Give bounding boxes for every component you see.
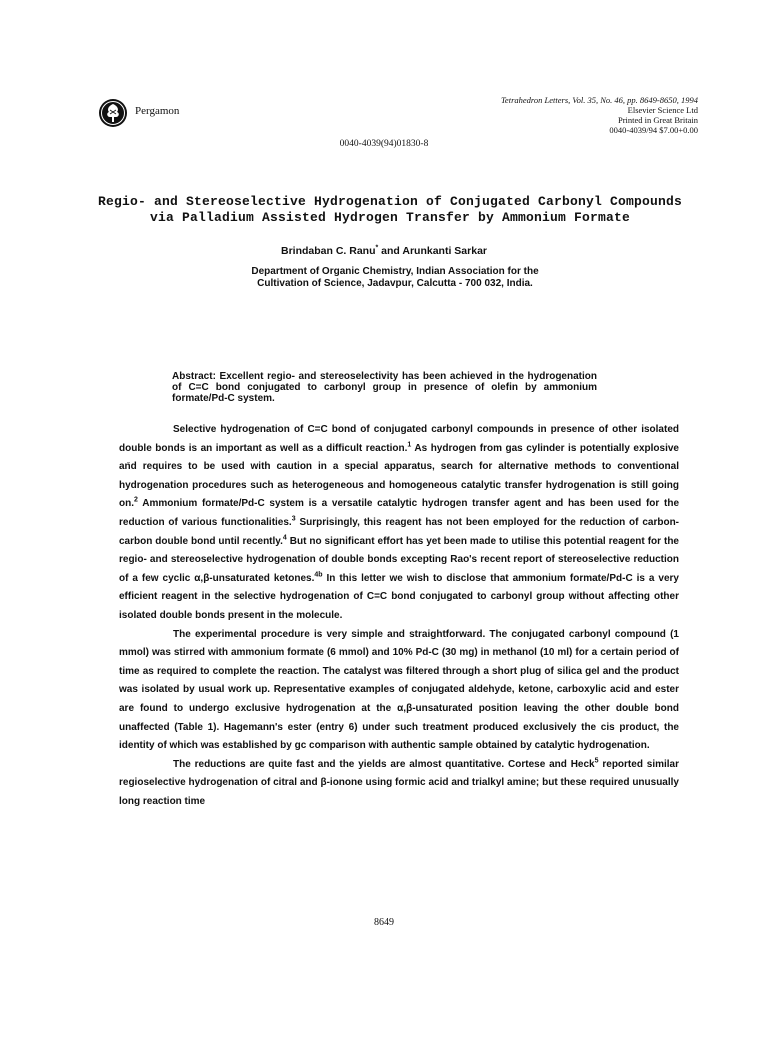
p1-sentence: In this letter we wish to disclose that ammonium formate/Pd-C is a very efficient reagent in the selective hydrogenation of C=C bond conjugated to carbonyl group without affecting other isolated double bonds present in the molecule. [119, 572, 679, 621]
p1-sentence: Ammonium formate/Pd-C system is a versatile catalytic hydrogen transfer agent and has been used for the reduction of various functionalities. [119, 498, 679, 528]
p1-sentence: As hydrogen from gas cylinder is potentially explosive and requires to be used with caution in a special apparatus, search for alternative methods to conventional hydrogenation procedures such as heterogeneous and homogeneous catalytic transfer hydrogenation is still going on. [119, 442, 679, 510]
paragraph-1 [119, 421, 679, 626]
p1-sentence: Surprisingly, this reagent has not been employed for the reduction of carbon-carbon double bond until recently. [119, 516, 680, 547]
journal-info [501, 95, 698, 135]
p1-sentence: Selective hydrogenation of C=C bond of conjugated carbonyl compounds in presence of other isolated double bonds is an important as well as a difficult reaction. [119, 424, 679, 454]
publisher-name: Pergamon [135, 105, 180, 117]
journal-citation: Tetrahedron Letters, Vol. 35, No. 46, pp. 8649-8650, 1994 [500, 95, 698, 105]
document-id: 0040-4039(94)01830-8 [339, 139, 429, 149]
reference-4b: 4b [314, 571, 323, 579]
printed-line: Printed in Great Britain [617, 115, 698, 125]
author-2: Arunkanti Sarkar [402, 245, 487, 257]
p3-sentence: reported similar regioselective hydrogenation of citral and β-ionone using formic acid and trialkyl amine; but these required unusually long reaction time [119, 758, 680, 807]
paragraph-3 [119, 756, 679, 812]
corresponding-author-mark: * [375, 244, 379, 252]
p1-sentence: But no significant effort has yet been made to utilise this potential reagent for the regio- and stereoselective hydrogenation of double bonds excepting Rao's recent report of stereoselective reduction of a few cyclic α,β-unsaturated ketones. [119, 535, 679, 584]
reference-1: 1 [407, 441, 412, 449]
title-line-1: Regio- and Stereoselective Hydrogenation of Conjugated Carbonyl Compounds [97, 194, 683, 209]
reference-2: 2 [134, 497, 138, 505]
affiliation-line-2: Cultivation of Science, Jadavpur, Calcutta - 700 032, India. [257, 278, 533, 289]
pergamon-logo-icon [98, 98, 128, 128]
affiliation [0, 266, 768, 290]
author-connector: and [378, 245, 403, 257]
abstract [172, 371, 597, 404]
abstract-text: Excellent regio- and stereoselectivity has been achieved in the hydrogenation of C=C bond conjugated to carbonyl group in presence of olefin by ammonium formate/Pd-C system. [172, 371, 597, 404]
authors [0, 245, 768, 257]
paragraph-2: The experimental procedure is very simple and straightforward. The conjugated carbonyl compound (1 mmol) was stirred with ammonium formate (6 mmol) and 10% Pd-C (30 mg) in methanol (10 ml) for a certain period of time as required to complete the reaction. The catalyst was filtered through a short plug of silica gel and the product was isolated by usual work up. Representative examples of conjugated aldehyde, ketone, carboxylic acid and ester are found to undergo exclusive hydrogenation at the α,β-unsaturated position leaving the other double bond unaffected (Table 1). Hagemann's ester (entry 6) under such treatment produced exclusively the cis product, the identity of which was established by gc comparison with authentic sample obtained by catalytic hydrogenation. [119, 628, 679, 752]
issn-price: 0040-4039/94 $7.00+0.00 [609, 125, 698, 135]
paper-title [0, 194, 768, 226]
body-text [119, 421, 679, 811]
reference-4: 4 [282, 534, 287, 542]
publisher-line: Elsevier Science Ltd [627, 105, 698, 115]
page-number: 8649 [374, 917, 394, 928]
reference-5: 5 [594, 757, 599, 765]
title-line-2: via Palladium Assisted Hydrogen Transfer by Ammonium Formate [149, 210, 631, 225]
reference-3: 3 [291, 515, 296, 523]
affiliation-line-1: Department of Organic Chemistry, Indian Association for the [251, 266, 539, 277]
author-1: Brindaban C. Ranu [281, 245, 376, 257]
p3-sentence: The reductions are quite fast and the yields are almost quantitative. Cortese and Heck [173, 758, 595, 770]
abstract-label: Abstract: [172, 371, 216, 382]
